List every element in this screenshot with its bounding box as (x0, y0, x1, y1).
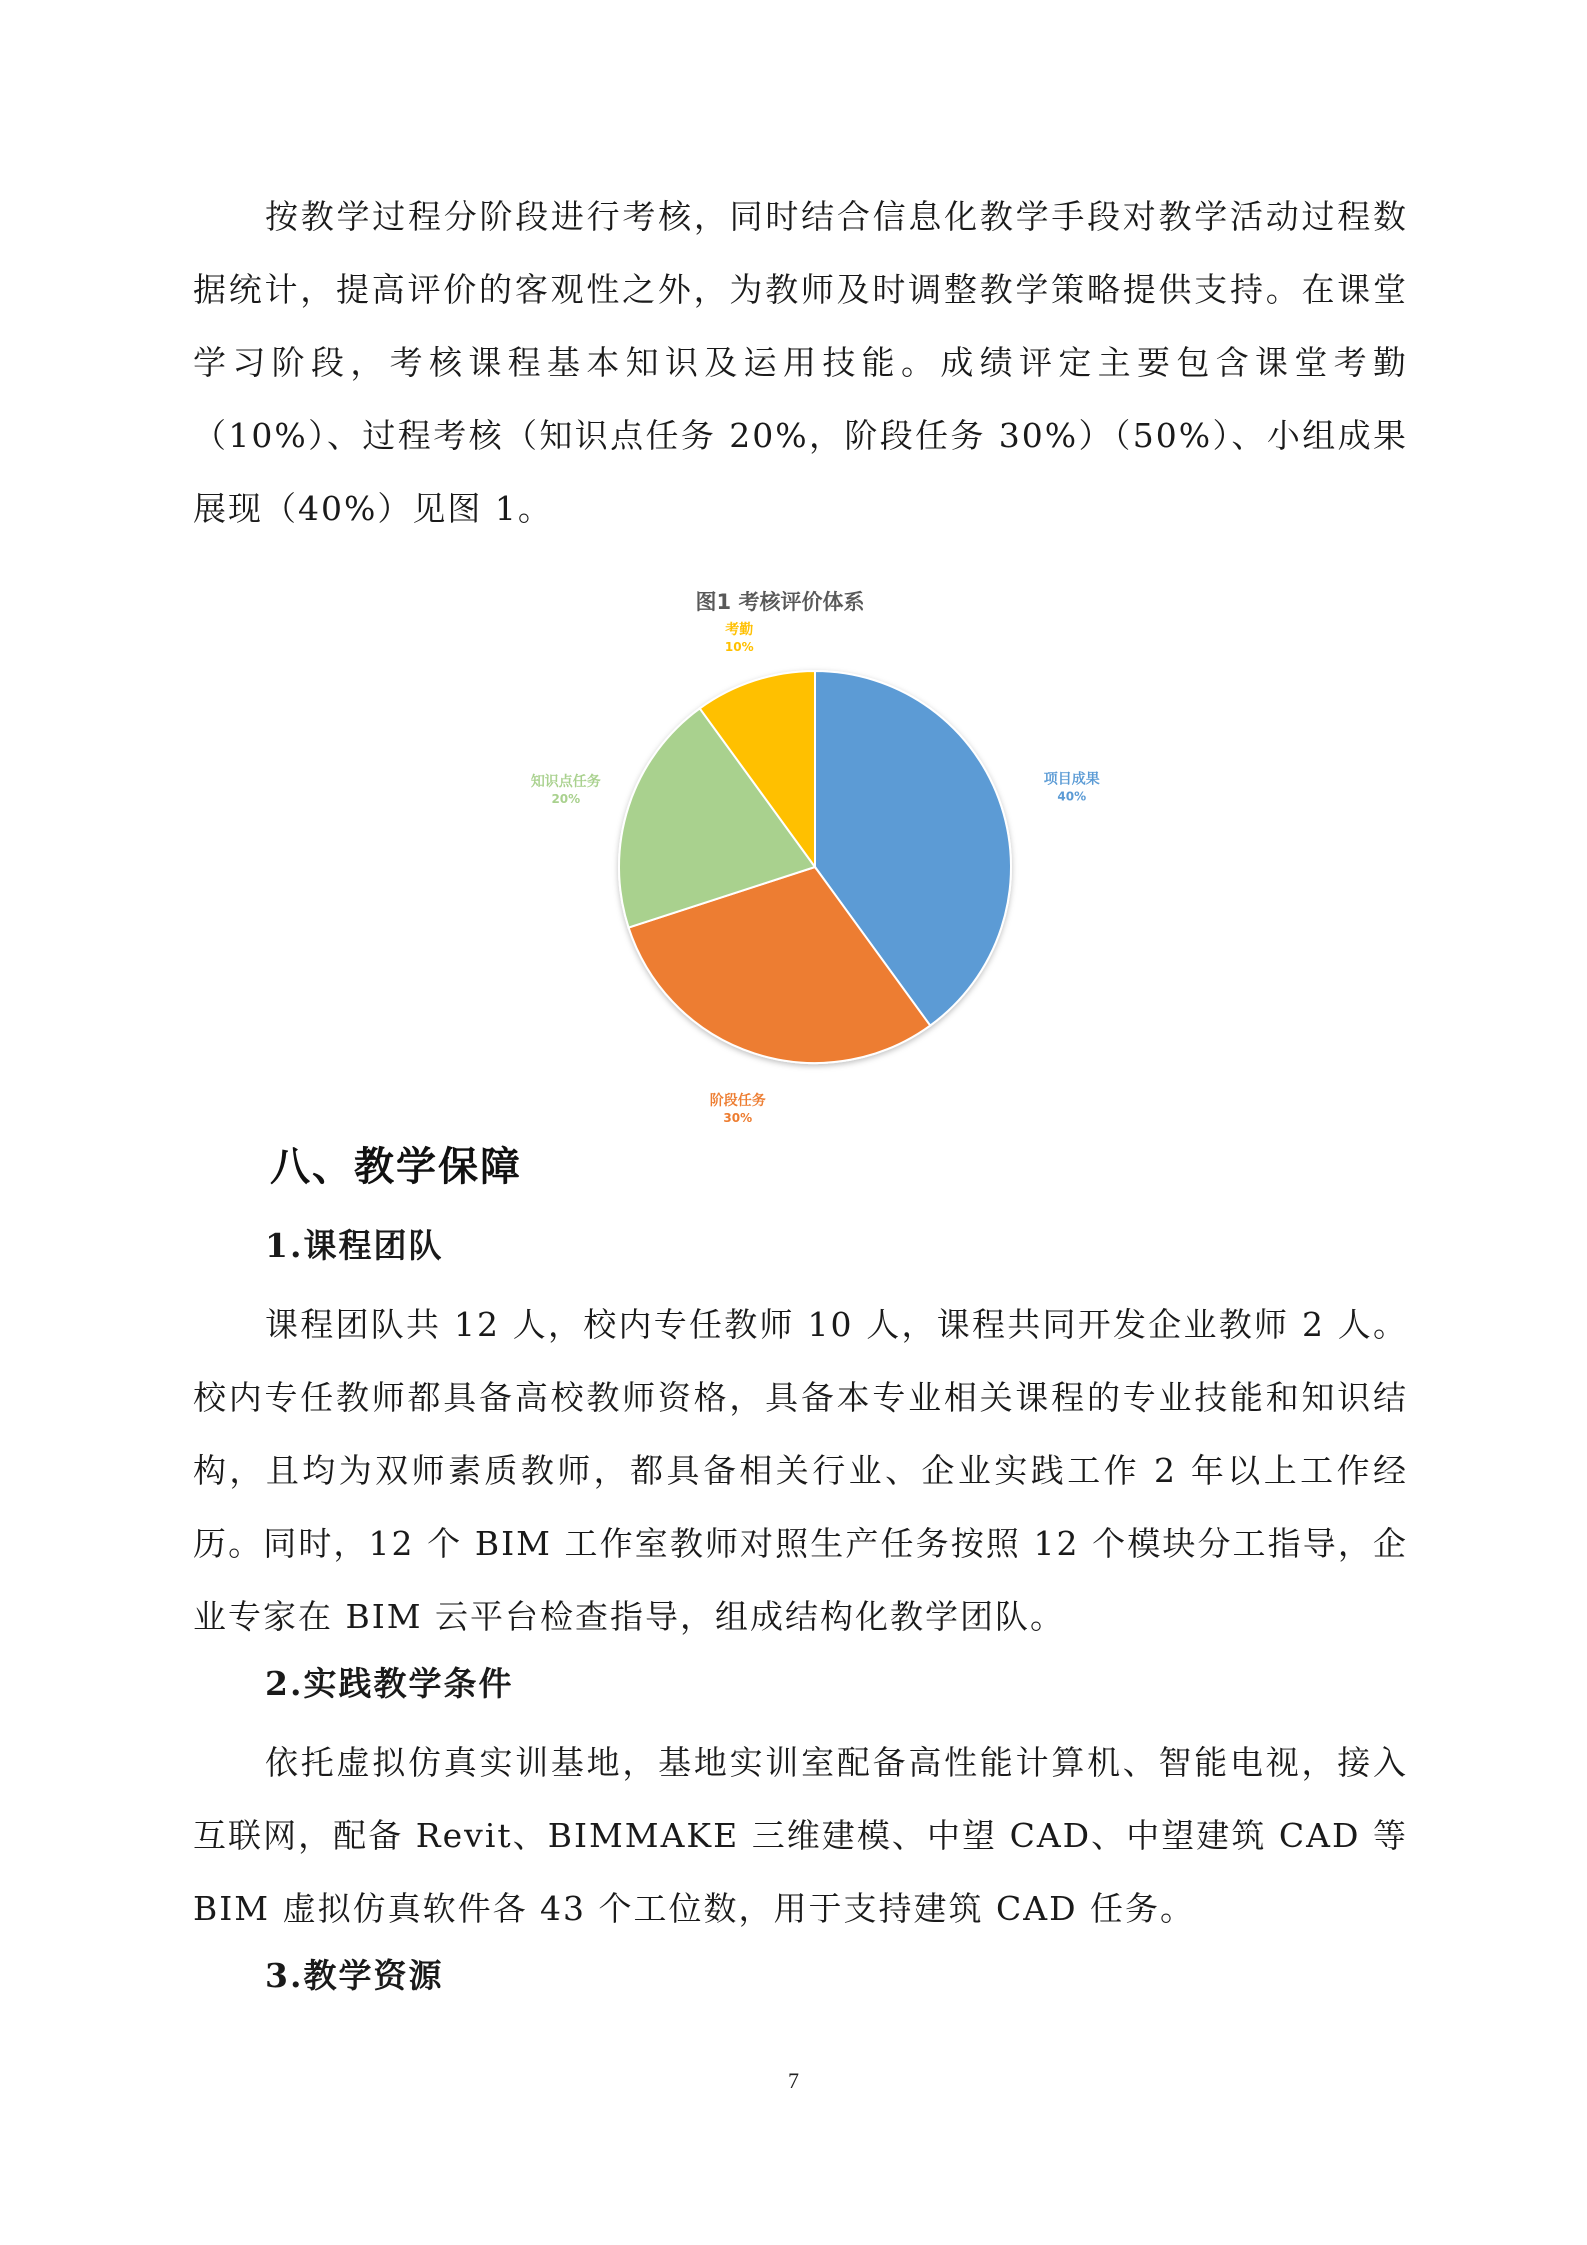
subsection-heading-team: 1.课程团队 (265, 1226, 444, 1265)
slice-value-label: 20% (551, 792, 581, 807)
page-number: 7 (788, 2068, 799, 2093)
slice-label: 知识点任务 (530, 774, 601, 791)
slice-value-label: 30% (723, 1110, 753, 1125)
slice-value-label: 10% (724, 639, 754, 654)
subsection-heading-resources: 3.教学资源 (265, 1956, 444, 1995)
slice-value-label: 40% (1057, 789, 1087, 804)
subsection-heading-practice: 2.实践教学条件 (265, 1664, 514, 1703)
section-heading: 八、教学保障 (270, 1144, 522, 1190)
slice-label: 项目成果 (1043, 771, 1100, 788)
slice-label: 考勤 (725, 621, 754, 638)
chart-title: 图1 考核评价体系 (695, 590, 865, 614)
slice-label: 阶段任务 (709, 1092, 766, 1109)
intro-paragraph: 按教学过程分阶段进行考核，同时结合信息化教学手段对教学活动过程数据统计，提高评价的客观性之外，为教师及时调整教学策略提供支持。在课堂学习阶段，考核课程基本知识及运用技能。成绩评定主要包含课堂考勤（10%）、过程考核（知识点任务 20%，阶段任务 30%）（50%）、小组成果展现（40%）见图 1。 (193, 197, 1408, 528)
assessment-pie-chart (500, 575, 1100, 1125)
team-paragraph: 课程团队共 12 人，校内专任教师 10 人，课程共同开发企业教师 2 人。校内专任教师都具备高校教师资格，具备本专业相关课程的专业技能和知识结构，且均为双师素质教师，都具备相关行业、企业实践工作 2 年以上工作经历。同时，12 个 BIM 工作室教师对照生产任务按照 12 个模块分工指导，企业专家在 BIM 云平台检查指导，组成结构化教学团队。 (193, 1305, 1408, 1636)
practice-paragraph: 依托虚拟仿真实训基地，基地实训室配备高性能计算机、智能电视，接入互联网，配备 Revit、BIMMAKE 三维建模、中望 CAD、中望建筑 CAD 等 BIM 虚拟仿真软件各 43 个工位数，用于支持建筑 CAD 任务。 (193, 1743, 1408, 1928)
